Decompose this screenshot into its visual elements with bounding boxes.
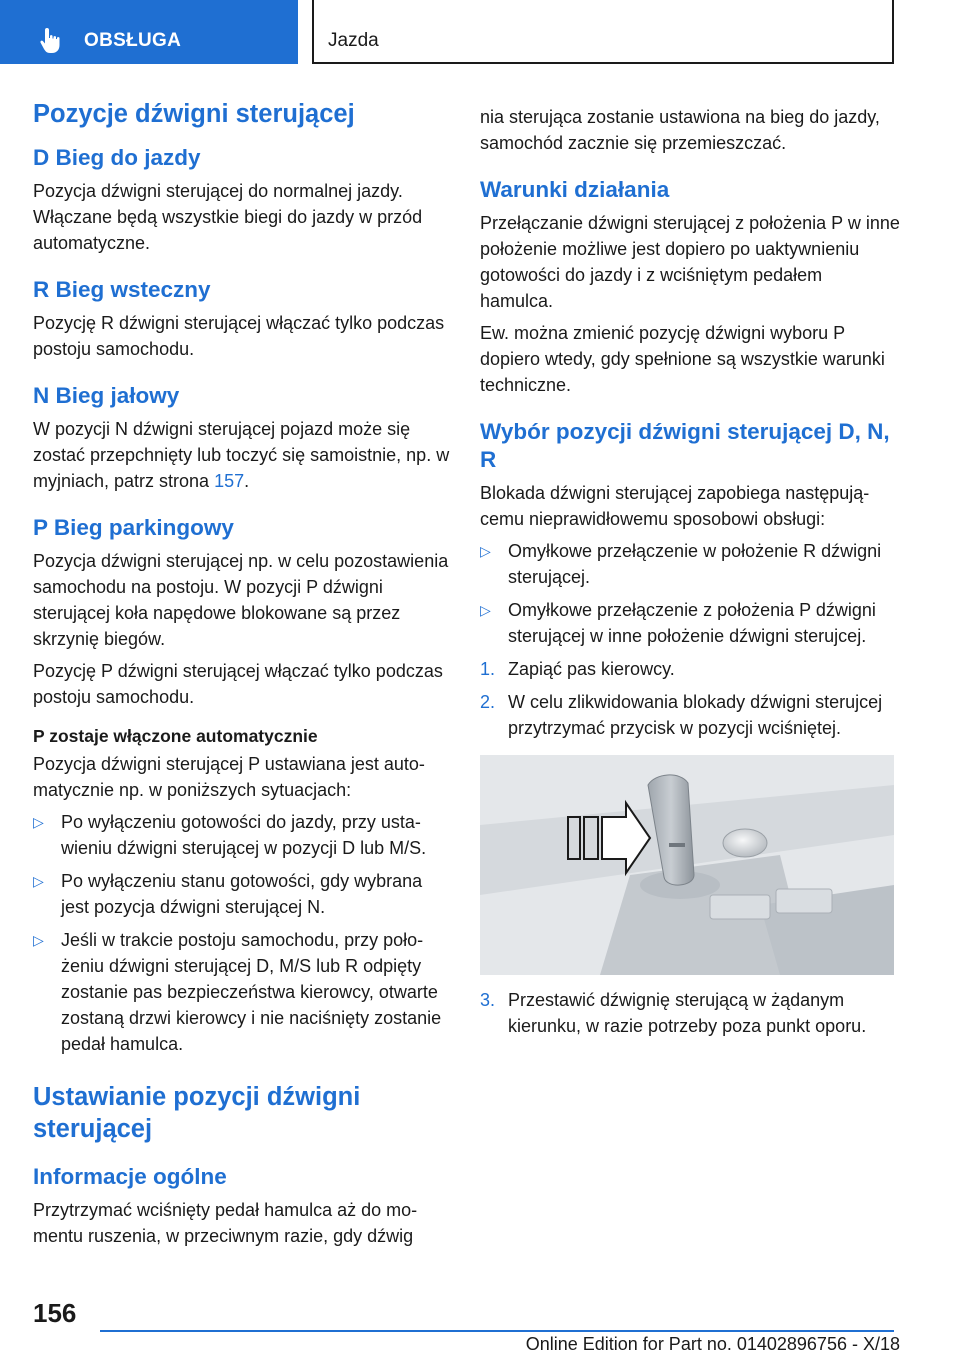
heading-d: D Bieg do jazdy xyxy=(33,145,201,170)
chapter-label: Jazda xyxy=(328,30,379,51)
gear-selector-drawing xyxy=(480,755,894,975)
list-item xyxy=(480,538,900,590)
list-item-text: Jeśli w trakcie postoju samochodu, przy położeniu dźwigni sterującej D, M/S lub R odpięty zostanie pas bezpieczeństwa kierowcy, otwarte zostaną drzwi kierowcy i nie naciśnięty zostanie pedał hamulca. xyxy=(61,930,442,1054)
gear-selector-illustration xyxy=(480,755,894,975)
list-item-text: Omyłkowe przełączenie z położenia P dźwigni sterującej w inne położenie dźwigni sterujcej. xyxy=(508,600,876,646)
step-text: Zapiąć pas kierowcy. xyxy=(508,659,675,679)
hand-pointer-icon xyxy=(38,26,64,54)
step-number: 3. xyxy=(480,990,496,1010)
paragraph: Pozycję R dźwigni sterującej włączać tylko podczas postoju samochodu. xyxy=(33,313,445,359)
triangle-bullet-icon: ▷ xyxy=(33,873,44,889)
heading-r: R Bieg wsteczny xyxy=(33,277,211,302)
step-number: 2. xyxy=(480,692,496,712)
triangle-bullet-icon: ▷ xyxy=(480,543,491,559)
heading-n: N Bieg jałowy xyxy=(33,383,180,408)
section-tab[interactable] xyxy=(0,0,298,64)
text-span: . xyxy=(244,471,250,491)
bullet-list xyxy=(480,538,900,649)
step-item xyxy=(480,689,900,741)
right-column xyxy=(480,104,900,1046)
heading-p: P Bieg parkingowy xyxy=(33,515,234,540)
left-column xyxy=(33,98,453,1255)
heading-setting: Ustawianie pozycji dźwigni sterującej xyxy=(33,1083,361,1143)
paragraph xyxy=(33,416,453,494)
section-label: OBSŁUGA xyxy=(84,30,182,51)
chapter-box xyxy=(312,0,894,64)
bullet-list xyxy=(33,809,453,1057)
list-item xyxy=(480,597,900,649)
paragraph: Przełączanie dźwigni sterującej z położenia P w inne położenie możliwe jest dopiero po uaktywnieniu gotowości do jazdy i z wciśniętym pedałem hamulca. xyxy=(480,213,900,311)
paragraph: Blokada dźwigni sterującej zapobiega następującemu nieprawidłowemu sposobowi obsługi: xyxy=(480,483,870,529)
paragraph: Pozycja dźwigni sterującej P ustawiana jest automatycznie np. w poniższych sytuacjach: xyxy=(33,754,425,800)
list-item xyxy=(33,927,453,1057)
triangle-bullet-icon: ▷ xyxy=(33,932,44,948)
paragraph: Przytrzymać wciśnięty pedał hamulca aż do momentu ruszenia, w przeciwnym razie, gdy dźwig xyxy=(33,1200,418,1246)
step-list xyxy=(480,987,900,1039)
triangle-bullet-icon: ▷ xyxy=(480,602,491,618)
page-title: Pozycje dźwigni sterującej xyxy=(33,100,355,128)
list-item xyxy=(33,868,453,920)
step-list xyxy=(480,656,900,741)
triangle-bullet-icon: ▷ xyxy=(33,814,44,830)
paragraph: Pozycja dźwigni sterującej np. w celu pozostawienia samochodu na postoju. W pozycji P dźwigni sterującej koła napędowe blokowane są przez skrzynię biegów. xyxy=(33,551,449,649)
list-item-text: Omyłkowe przełączenie w położenie R dźwigni sterującej. xyxy=(508,541,882,587)
paragraph: Pozycja dźwigni sterującej do normalnej jazdy. Włączane będą wszystkie biegi do jazdy w przód automatyczne. xyxy=(33,181,423,253)
step-item xyxy=(480,987,900,1039)
list-item-text: Po wyłączeniu stanu gotowości, gdy wybrana jest pozycja dźwigni sterującej N. xyxy=(61,871,423,917)
page-number: 156 xyxy=(33,1298,77,1328)
heading-select: Wybór pozycji dźwigni sterującej D, N, R xyxy=(480,419,890,472)
list-item xyxy=(33,809,453,861)
step-item xyxy=(480,656,900,682)
step-number: 1. xyxy=(480,659,496,679)
subheading-general: Informacje ogólne xyxy=(33,1164,227,1189)
subheading-auto-p: P zostaje włączone automatycznie xyxy=(33,726,318,746)
footer-divider xyxy=(100,1330,894,1332)
list-item-text: Po wyłączeniu gotowości do jazdy, przy ustawieniu dźwigni sterującej w pozycji D lub M/S. xyxy=(61,812,427,858)
step-text: Przestawić dźwignię sterującą w żądanym kierunku, w razie potrzeby poza punkt oporu. xyxy=(508,990,867,1036)
online-edition-label: Online Edition for Part no. 01402896756 - X/18 xyxy=(525,1334,900,1354)
text-span: W pozycji N dźwigni sterującej pojazd może się zostać przepchnięty lub toczyć się samoistnie, np. w myjniach, patrz strona xyxy=(33,419,450,491)
paragraph: nia sterująca zostanie ustawiona na bieg do jazdy, samochód zacznie się przemieszczać. xyxy=(480,107,880,153)
heading-conditions: Warunki działania xyxy=(480,177,670,202)
page-reference-link[interactable]: 157 xyxy=(214,471,245,491)
step-text: W celu zlikwidowania blokady dźwigni sterujcej przytrzymać przycisk w pozycji wciśniętej. xyxy=(508,692,883,738)
paragraph: Ew. można zmienić pozycję dźwigni wyboru P dopiero wtedy, gdy spełnione są wszystkie warunki techniczne. xyxy=(480,323,885,395)
paragraph: Pozycję P dźwigni sterującej włączać tylko podczas postoju samochodu. xyxy=(33,661,443,707)
